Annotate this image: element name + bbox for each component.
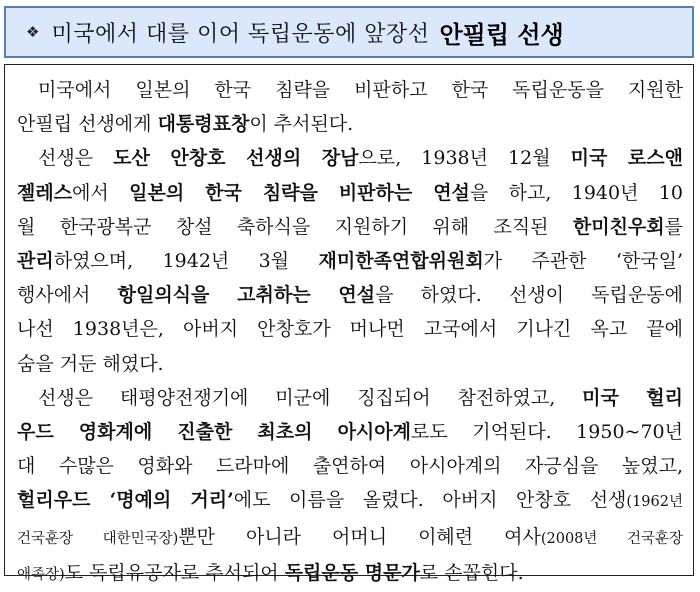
text-segment: 으로, 1938년 12월 bbox=[358, 147, 571, 170]
paragraph bbox=[17, 381, 683, 592]
emphasis-text: 항일의식을 고취하는 연설 bbox=[117, 284, 376, 307]
text-segment: 애족장) bbox=[17, 566, 65, 583]
text-line bbox=[17, 415, 683, 449]
text-line bbox=[17, 107, 683, 141]
text-segment: 에도 이름을 올렸다. 아버지 안창호 선생 bbox=[233, 489, 627, 512]
text-line bbox=[17, 210, 683, 244]
paragraph bbox=[17, 73, 683, 141]
text-segment: 을 하였다. 선생이 독립운동에 bbox=[375, 284, 683, 307]
body-text bbox=[17, 73, 683, 592]
emphasis-text: 대통령표창 bbox=[157, 113, 250, 136]
text-line bbox=[17, 176, 683, 210]
text-segment: 나선 1938년은, 아버지 안창호가 머나먼 고국에서 기나긴 옥고 끝에 bbox=[17, 318, 683, 341]
text-segment: 에서 bbox=[72, 181, 130, 204]
text-line bbox=[17, 347, 683, 381]
text-line bbox=[17, 312, 683, 346]
text-line bbox=[17, 141, 683, 175]
content-box bbox=[4, 64, 694, 584]
text-segment: 건국훈장 대한민국장) bbox=[17, 530, 179, 547]
text-line bbox=[17, 278, 683, 312]
text-segment: 이 추서된다. bbox=[249, 113, 354, 136]
emphasis-text: 미국 로스앤 bbox=[570, 147, 683, 170]
emphasis-text: 미국 헐리 bbox=[582, 386, 683, 409]
text-segment: 로도 기억된다. 1950~70년 bbox=[411, 421, 683, 444]
text-line bbox=[17, 449, 683, 483]
text-segment: 월 한국광복군 창설 축하식을 지원하기 위해 조직된 bbox=[17, 215, 573, 238]
text-segment: 선생은 bbox=[38, 147, 114, 170]
diamond-bullet-icon: ❖ bbox=[26, 23, 40, 41]
text-line bbox=[17, 556, 683, 592]
text-segment: 미국에서 일본의 한국 침략을 비판하고 한국 독립운동을 지원한 bbox=[38, 79, 683, 101]
emphasis-text: 일본의 한국 침략을 비판하는 연설 bbox=[129, 181, 470, 204]
title-banner bbox=[4, 6, 694, 58]
emphasis-text: 관리 bbox=[17, 250, 54, 273]
text-segment: (1962년 bbox=[626, 494, 683, 511]
emphasis-text: 재미한족연합위원회 bbox=[318, 250, 484, 273]
text-segment: 안필립 선생에게 bbox=[17, 113, 158, 136]
emphasis-text: 한미친우회 bbox=[572, 215, 665, 238]
text-segment: 하였으며, 1942년 3월 bbox=[53, 250, 319, 273]
emphasis-text: 우드 영화계에 진출한 최초의 아시아계 bbox=[17, 421, 411, 444]
text-segment: 를 bbox=[664, 215, 683, 238]
text-line bbox=[17, 73, 683, 107]
text-segment: 선생은 태평양전쟁기에 미군에 징집되어 참전하였고, bbox=[38, 386, 583, 409]
text-segment: (2008년 건국훈장 bbox=[540, 530, 683, 547]
text-line bbox=[17, 483, 683, 519]
paragraph bbox=[17, 141, 683, 380]
text-segment: 숨을 거둔 해였다. bbox=[17, 352, 164, 375]
text-segment: 행사에서 bbox=[17, 284, 118, 307]
title-name: 안필립 선생 bbox=[439, 20, 564, 49]
text-segment: 을 하고, 1940년 10 bbox=[469, 181, 683, 204]
text-segment: 도 독립유공자로 추서되어 bbox=[64, 561, 285, 584]
text-segment: 대 수많은 영화와 드라마에 출연하여 아시아계의 자긍심을 높였고, bbox=[17, 455, 683, 478]
text-segment: 가 주관한 ‘한국일’ bbox=[483, 250, 683, 273]
emphasis-text: 젤레스 bbox=[17, 181, 73, 204]
text-line bbox=[17, 381, 683, 415]
text-line bbox=[17, 244, 683, 278]
text-segment: 뿐만 아니라 어머니 이혜련 여사 bbox=[178, 525, 541, 548]
text-line bbox=[17, 520, 683, 556]
emphasis-text: 독립운동 명문가 bbox=[284, 561, 420, 584]
emphasis-text: 헐리우드 ‘명예의 거리’ bbox=[17, 489, 234, 512]
emphasis-text: 도산 안창호 선생의 장남 bbox=[113, 147, 359, 170]
title-text: 미국에서 대를 이어 독립운동에 앞장선 bbox=[51, 21, 430, 47]
text-segment: 로 손꼽힌다. bbox=[419, 561, 524, 584]
